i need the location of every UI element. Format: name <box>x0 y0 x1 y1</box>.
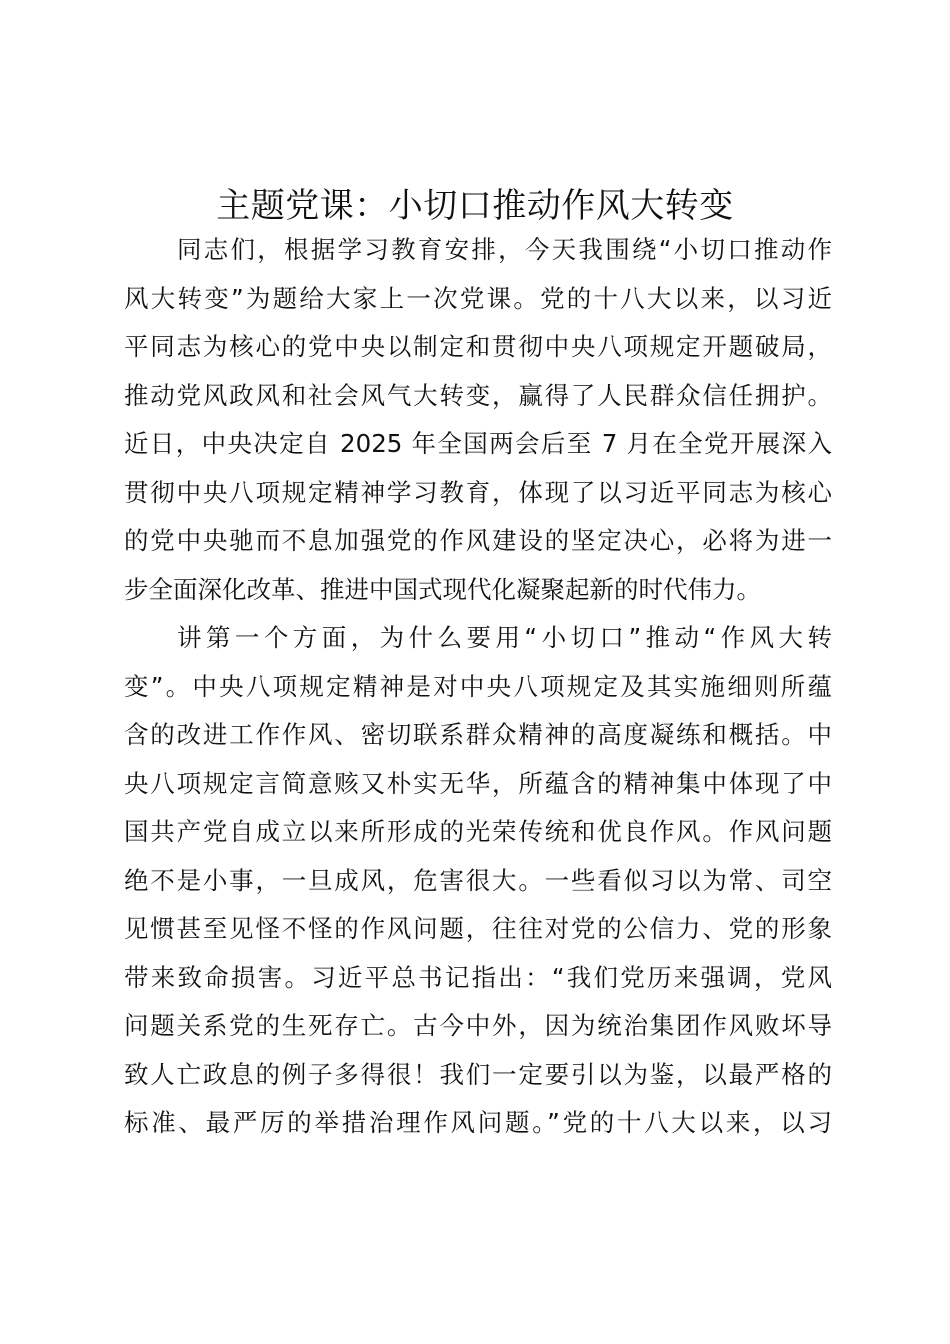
paragraph-2-line-5: 国共产党自成立以来所形成的光荣传统和优良作风。作风问题 <box>124 817 832 846</box>
paragraph-2-line-8: 带来致命损害。习近平总书记指出：“我们党历来强调，党风 <box>124 962 832 992</box>
paragraph-2-line-4: 央八项规定言简意赅又朴实无华，所蕴含的精神集中体现了中 <box>124 768 832 798</box>
paragraph-2-line-9: 问题关系党的生死存亡。古今中外，因为统治集团作风败坏导 <box>124 1011 832 1040</box>
paragraph-1-line-2: 风大转变”为题给大家上一次党课。党的十八大以来，以习近 <box>124 283 832 313</box>
paragraph-1-line-8: 步全面深化改革、推进中国式现代化凝聚起新的时代伟力。 <box>124 574 761 604</box>
paragraph-2-line-3: 含的改进工作作风、密切联系群众精神的高度凝练和概括。中 <box>124 720 832 749</box>
paragraph-2-line-2: 变”。中央八项规定精神是对中央八项规定及其实施细则所蕴 <box>124 671 832 701</box>
document-title: 主题党课：小切口推动作风大转变 <box>216 186 734 226</box>
paragraph-1-line-4: 推动党风政风和社会风气大转变，赢得了人民群众信任拥护。 <box>124 380 832 410</box>
paragraph-2-line-11: 标准、最严厉的举措治理作风问题。”党的十八大以来，以习 <box>124 1108 832 1137</box>
paragraph-1-line-1: 同志们，根据学习教育安排，今天我围绕“小切口推动作 <box>177 235 832 264</box>
paragraph-2-line-7: 见惯甚至见怪不怪的作风问题，往往对党的公信力、党的形象 <box>124 914 832 943</box>
paragraph-1-line-6: 贯彻中央八项规定精神学习教育，体现了以习近平同志为核心 <box>124 477 832 507</box>
paragraph-1-line-5: 近日，中央决定自 2025 年全国两会后至 7 月在全党开展深入 <box>124 429 832 458</box>
paragraph-2-line-1: 讲第一个方面，为什么要用“小切口”推动“作风大转 <box>177 623 832 652</box>
paragraph-2-line-10: 致人亡政息的例子多得很！我们一定要引以为鉴，以最严格的 <box>124 1059 832 1089</box>
paragraph-2-line-6: 绝不是小事，一旦成风，危害很大。一些看似习以为常、司空 <box>124 865 832 895</box>
document-body <box>124 226 832 1148</box>
paragraph-1-line-3: 平同志为核心的党中央以制定和贯彻中央八项规定开题破局， <box>124 332 832 361</box>
paragraph-1-line-7: 的党中央驰而不息加强党的作风建设的坚定决心，必将为进一 <box>124 526 832 555</box>
